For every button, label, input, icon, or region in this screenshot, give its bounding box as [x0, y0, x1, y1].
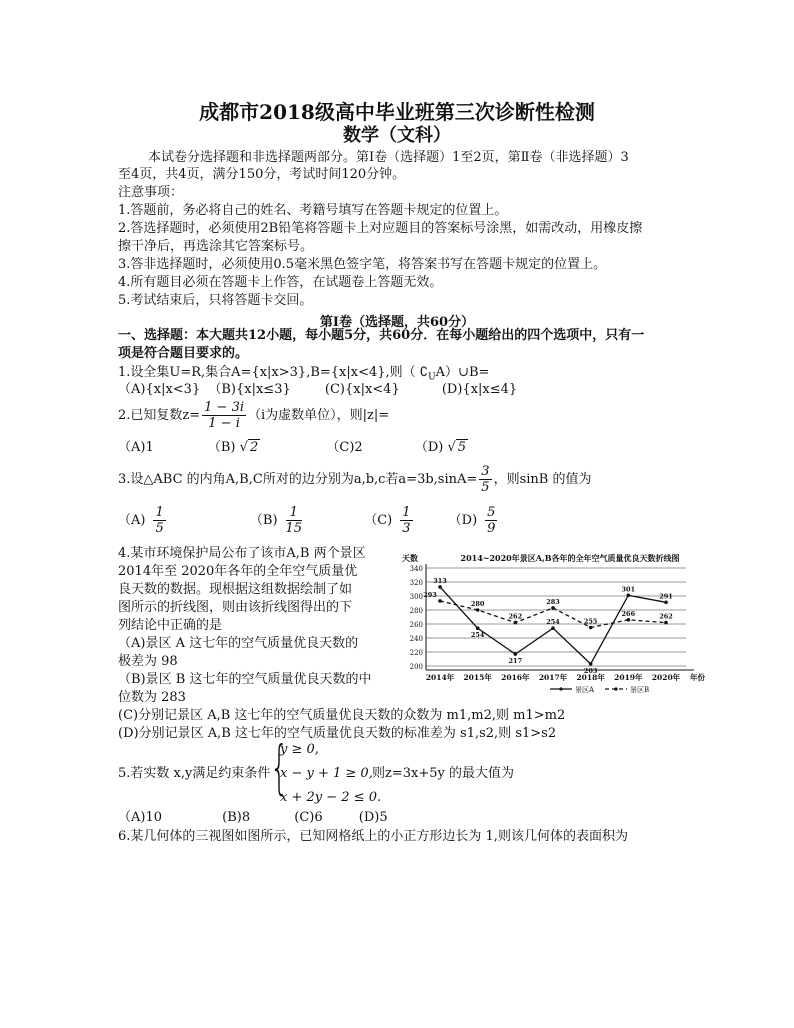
q3-option-a: （A) $\frac{1}{5}$ — [118, 505, 164, 536]
x-axis-label: 年份 — [690, 673, 705, 682]
data-label: 313 — [433, 576, 447, 585]
section-instructions-2: 项是符合题目要求的。 — [118, 346, 249, 361]
q2-option-c: （C)2 — [326, 440, 363, 455]
q5-option-a: （A)10 — [118, 810, 163, 825]
q3-option-c: （C) $\frac{1}{3}$ — [364, 505, 411, 536]
data-point — [476, 626, 480, 630]
y-tick-label: 340 — [409, 565, 423, 573]
q4-option-c: (C)分别记景区 A,B 这七年的空气质量优良天数的众数为 m1,m2,则 m1>m2 — [118, 708, 566, 723]
data-label: 283 — [546, 597, 560, 606]
data-label: 254 — [546, 618, 560, 627]
data-label: 293 — [423, 590, 437, 599]
q1-option-d: (D){x|x≤4} — [441, 382, 518, 397]
q1-option-a: （A){x|x<3} — [118, 382, 201, 397]
q2-option-d: （D) √ 5 — [414, 440, 467, 455]
data-point — [514, 621, 518, 625]
q6-stem: 6.某几何体的三视图如图所示，已知网格纸上的小正方形边长为 1,则该几何体的表面积为 — [118, 829, 628, 844]
legend-marker-a — [559, 687, 562, 690]
notes-heading: 注意事项： — [118, 185, 184, 200]
section-instructions: 一、选择题：本大题共12小题，每小题5分，共60分．在每小题给出的四个选项中，只有一 — [118, 328, 645, 343]
x-tick-label: 2015年 — [463, 673, 492, 682]
x-tick-label: 2018年 — [576, 673, 605, 682]
y-tick-label: 260 — [409, 621, 423, 629]
data-label: 262 — [508, 612, 523, 621]
data-point — [627, 594, 631, 598]
legend-marker-b — [614, 687, 617, 690]
q4-line: 良天数的数据。现根据这组数据绘制了如 — [118, 582, 353, 597]
q4-option-b-cont: 位数为 283 — [118, 690, 186, 705]
y-tick-label: 200 — [409, 663, 423, 671]
data-point — [438, 599, 442, 603]
data-label: 262 — [659, 612, 673, 621]
y-axis-label: 天数 — [402, 553, 418, 563]
x-tick-label: 2019年 — [614, 673, 643, 682]
data-point — [514, 652, 518, 656]
q4-option-b: （B)景区 B 这七年的空气质量优良天数的中 — [118, 672, 372, 687]
q1-option-b: （B){x|x≤3} — [208, 382, 291, 397]
line-chart — [400, 548, 708, 696]
constraint-3: x + 2y − 2 ≤ 0. — [280, 790, 382, 805]
data-label: 203 — [583, 666, 598, 675]
constraint-1: y ≥ 0, — [280, 742, 319, 757]
section-title: 第Ⅰ卷（选择题，共60分） — [319, 315, 475, 330]
note-item: 擦干净后，再选涂其它答案标号。 — [118, 239, 314, 254]
q4-option-a-cont: 极差为 98 — [118, 654, 178, 669]
q4-option-a: （A)景区 A 这七年的空气质量优良天数的 — [118, 636, 359, 651]
data-point — [664, 621, 668, 625]
q5-option-d: (D)5 — [358, 810, 388, 825]
q1-option-c: (C){x|x<4} — [324, 382, 400, 397]
q3-stem: 3.设△ABC 的内角A,B,C所对的边分别为a,b,c若a=3b,sinA= $\frac{3}{5}$ ，则sinB 的值为 — [118, 464, 592, 495]
y-tick-label: 300 — [409, 593, 423, 601]
q2-option-b: （B) √ 2 — [207, 440, 259, 455]
x-tick-label: 2017年 — [538, 673, 568, 682]
intro-line-1: 本试卷分选择题和非选择题两部分。第Ⅰ卷（选择题）1至2页，第Ⅱ卷（非选择题）3 — [148, 150, 629, 165]
legend-label-b: 景区B — [630, 686, 650, 694]
x-tick-label: 2016年 — [501, 673, 530, 682]
q3-options — [118, 505, 499, 536]
q2-stem: 2.已知复数z= $\frac{1 - 3i}{1 - i}$ （i为虚数单位），则|z|= — [118, 400, 390, 431]
q5-option-b: (B)8 — [222, 810, 251, 825]
q1-stem: 1.设全集U=R,集合A={x|x>3},B={x|x<4},则（ $∁_UA)\cup B=$ — [118, 365, 490, 383]
q4-line: 4.某市环境保护局公布了该市A,B 两个景区 — [118, 546, 366, 561]
data-point — [551, 626, 555, 630]
y-tick-label: 320 — [409, 579, 423, 587]
data-point — [664, 601, 668, 605]
q5-option-c: (C)6 — [294, 810, 323, 825]
q3-option-d: （D) $\frac{5}{9}$ — [448, 505, 496, 536]
q2-option-a: （A)1 — [118, 440, 154, 455]
q3-fraction: $\frac{3}{5}$ — [481, 464, 490, 495]
note-item: 2.答选择题时，必须使用2B铅笔将答题卡上对应题目的答案标号涂黑，如需改动，用橡皮擦 — [118, 221, 643, 236]
page-subtitle: 数学（文科） — [343, 125, 451, 146]
data-label: 254 — [470, 631, 485, 640]
note-item: 4.所有题目必须在答题卡上作答，在试题卷上答题无效。 — [118, 275, 443, 290]
q5-options — [118, 810, 388, 826]
data-point — [551, 606, 555, 610]
q3-option-b: （B) $\frac{1}{15}$ — [249, 505, 303, 536]
q5-stem-post: 则z=3x+5y 的最大值为 — [372, 766, 514, 781]
intro-line-2: 至4页，共4页，满分150分，考试时间120分钟。 — [118, 167, 406, 182]
data-label: 291 — [659, 592, 673, 601]
note-item: 1.答题前，务必将自己的姓名、考籍号填写在答题卡规定的位置上。 — [118, 203, 508, 218]
q4-line: 图所示的折线图，则由该折线图得出的下 — [118, 600, 353, 615]
legend-label-a: 景区A — [575, 686, 595, 694]
data-label: 217 — [508, 657, 523, 666]
constraint-2: x − y + 1 ≥ 0, — [280, 766, 373, 781]
data-point — [438, 585, 442, 589]
data-label: 280 — [470, 600, 485, 608]
y-tick-label: 280 — [409, 607, 423, 615]
q1-options — [118, 382, 517, 398]
page-title: 成都市2018级高中毕业班第三次诊断性检测 — [199, 100, 595, 124]
data-point — [627, 618, 631, 622]
data-label: 301 — [621, 585, 636, 594]
data-point — [476, 608, 480, 612]
data-point — [589, 662, 593, 666]
note-item: 3.答非选择题时，必须使用0.5毫米黑色签字笔，将答案书写在答题卡规定的位置上。 — [118, 257, 607, 272]
y-tick-label: 220 — [409, 649, 423, 657]
x-tick-label: 2014年 — [425, 673, 455, 682]
line-chart-svg — [400, 548, 708, 696]
q5-stem-pre: 5.若实数 x,y满足约束条件 — [118, 766, 271, 781]
data-label: 255 — [583, 617, 598, 626]
x-tick-label: 2020年 — [651, 673, 681, 682]
data-label: 266 — [621, 609, 636, 618]
q4-line: 列结论中正确的是 — [118, 618, 223, 633]
brace-icon: { — [270, 733, 289, 801]
chart-title: 2014~2020年景区A,B各年的全年空气质量优良天数折线图 — [460, 553, 680, 563]
q4-line: 2014年至 2020年各年的全年空气质量优 — [118, 564, 358, 579]
q2-options — [118, 440, 468, 456]
note-item: 5.考试结束后，只将答题卡交回。 — [118, 293, 313, 308]
q2-fraction: $\frac{1 - 3i}{1 - i}$ — [204, 400, 245, 431]
y-tick-label: 240 — [409, 635, 423, 643]
data-point — [589, 626, 593, 630]
q4-option-d: (D)分别记景区 A,B 这七年的空气质量优良天数的标准差为 s1,s2,则 s1>s2 — [118, 726, 557, 741]
